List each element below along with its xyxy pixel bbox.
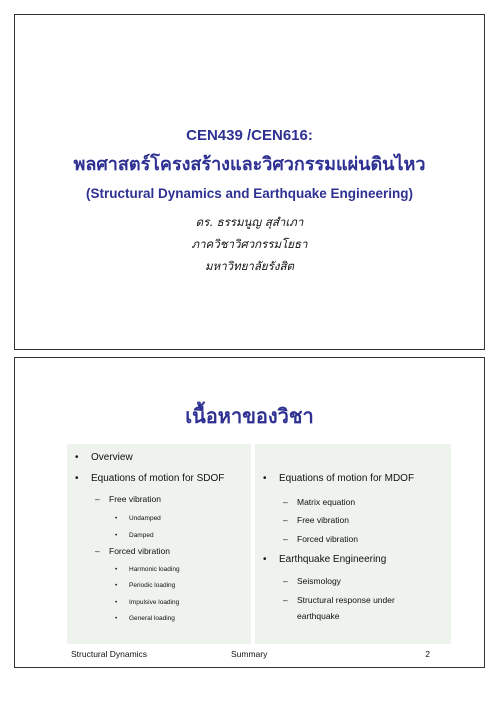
bullet-icon: • — [75, 452, 79, 463]
list-item-harmonic-loading: • Harmonic loading — [115, 566, 180, 573]
dash-icon: – — [283, 497, 288, 507]
course-title-thai: พลศาสตร์โครงสร้างและวิศวกรรมแผ่นดินไหว — [73, 154, 426, 175]
dash-icon: – — [283, 534, 288, 544]
dash-icon: – — [95, 494, 100, 504]
course-code: CEN439 /CEN616: — [186, 127, 313, 144]
list-item-matrix-equation: – Matrix equation — [283, 497, 356, 507]
bullet-icon: • — [115, 582, 118, 589]
list-item-structural-response: – Structural response under — [283, 595, 395, 605]
list-item-general-loading: • General loading — [115, 615, 175, 622]
author-name: ดร. ธรรมนูญ สุสำเภา — [195, 215, 304, 229]
list-item-seismology: – Seismology — [283, 576, 341, 586]
list-item-periodic-loading: • Periodic loading — [115, 582, 176, 589]
bullet-icon: • — [115, 615, 118, 622]
list-item-structural-response-cont: earthquake — [297, 611, 340, 621]
list-item-mdof: • Equations of motion for MDOF — [263, 473, 415, 484]
bullet-icon: • — [263, 473, 267, 484]
list-item-overview: • Overview — [75, 452, 133, 463]
bullet-icon: • — [115, 532, 118, 539]
author-department: ภาควิชาวิศวกรรมโยธา — [191, 237, 308, 251]
slide-title: เนื้อหาของวิชา — [185, 404, 314, 428]
list-item-mdof-forced-vibration: – Forced vibration — [283, 534, 358, 544]
contents-slide — [14, 357, 485, 668]
bullet-icon: • — [115, 515, 118, 522]
title-slide — [14, 14, 485, 350]
list-item-mdof-free-vibration: – Free vibration — [283, 515, 349, 525]
list-item-sdof: • Equations of motion for SDOF — [75, 473, 225, 484]
list-item-damped: • Damped — [115, 532, 154, 539]
bullet-icon: • — [115, 599, 118, 606]
list-item-impulsive-loading: • Impulsive loading — [115, 599, 180, 606]
bullet-icon: • — [75, 473, 79, 484]
dash-icon: – — [283, 595, 288, 605]
list-item-free-vibration: – Free vibration — [95, 494, 161, 504]
dash-icon: – — [283, 576, 288, 586]
course-title-english: (Structural Dynamics and Earthquake Engineering) — [85, 186, 414, 201]
list-item-forced-vibration: – Forced vibration — [95, 546, 170, 556]
author-block — [15, 211, 484, 277]
bullet-icon: • — [263, 554, 267, 565]
dash-icon: – — [95, 546, 100, 556]
dash-icon: – — [283, 515, 288, 525]
footer-section: Summary — [231, 649, 268, 659]
bullet-icon: • — [115, 566, 118, 573]
footer-course: Structural Dynamics — [71, 649, 148, 659]
list-item-earthquake-engineering: • Earthquake Engineering — [263, 554, 387, 565]
left-content-panel — [67, 444, 251, 644]
author-university: มหาวิทยาลัยรังสิต — [205, 259, 294, 273]
list-item-undamped: • Undamped — [115, 515, 161, 522]
right-content-panel — [255, 444, 451, 644]
title-block — [15, 127, 484, 277]
page-number: 2 — [425, 649, 430, 659]
